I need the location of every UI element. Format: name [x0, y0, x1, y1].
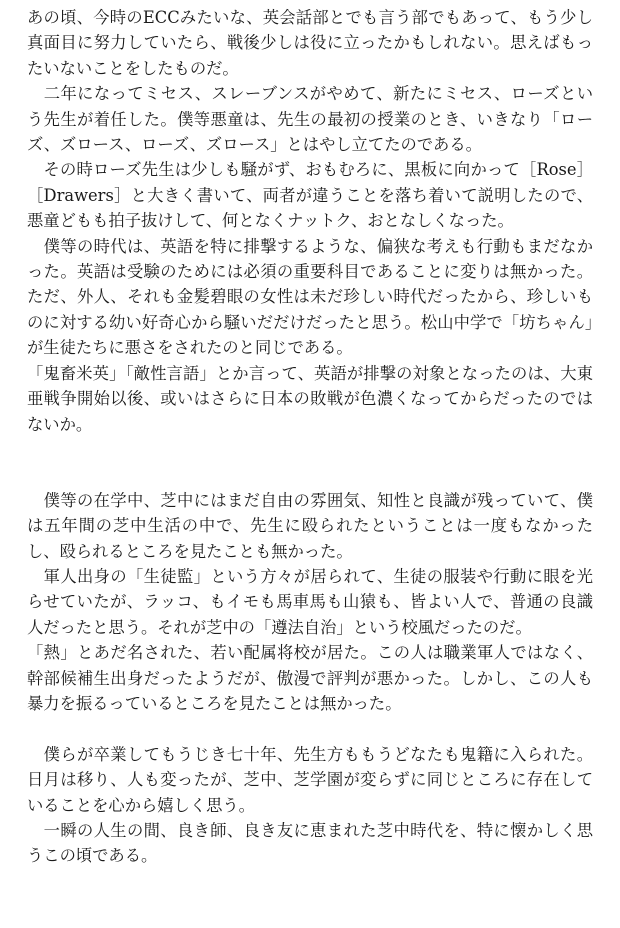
paragraph-ecc-club: あの頃、今時のECCみたいな、英会話部とでも言う部でもあって、もう少し真面目に努力していたら、戦後少しは役に立ったかもしれない。思えばもったいないことをしたものだ。 [27, 8, 593, 78]
paragraph-seventy-years: 僕らが卒業してもうじき七十年、先生方ももうどなたも鬼籍に入られた。日月は移り、人も変ったが、芝中、芝学園が変らずに同じところに存在していることを心から嬉しく思う。 [27, 744, 593, 815]
essay-page [27, 5, 593, 869]
section-break [27, 716, 593, 741]
paragraph-mrs-rose: 二年になってミセス、スレーブンスがやめて、新たにミセス、ローズという先生が着任した。僕等悪童は、先生の最初の授業のとき、いきなり「ローズ、ズロース、ローズ、ズロース」とはやし立てたのである。 [27, 84, 593, 155]
paragraph-english-era: 僕等の時代は、英語を特に排撃するような、偏狭な考えも行動もまだなかった。英語は受験のためには必須の重要科目であることに変りは無かった。ただ、外人、それも金髪碧眼の女性は未だ珍しい時代だったから、珍しいものに対する幼い好奇心から騒いだだけだったと思う。松山中学で「坊ちゃん」が生徒たちに悪さをされたのと同じである。 [27, 236, 593, 358]
paragraph-enemy-language: 「鬼畜米英」「敵性言語」とか言って、英語が排撃の対象となったのは、大東亜戦争開始以後、或いはさらに日本の敗戦が色濃くなってからだったのではないか。 [27, 363, 593, 434]
paragraph-attached-officer: 「熱」とあだ名された、若い配属将校が居た。この人は職業軍人ではなく、幹部候補生出身だったようだが、傲漫で評判が悪かった。しかし、この人も暴力を振るっているところを見たことは無かった。 [27, 643, 593, 713]
paragraph-closing: 一瞬の人生の間、良き師、良き友に恵まれた芝中時代を、特に懐かしく思うこの頃である。 [27, 820, 593, 866]
section-break [27, 437, 593, 462]
paragraph-free-atmosphere: 僕等の在学中、芝中にはまだ自由の雰囲気、知性と良識が残っていて、僕は五年間の芝中生活の中で、先生に殴られたということは一度もなかったし、殴られるところを見たことも無かった。 [27, 490, 593, 561]
paragraph-student-supervisors: 軍人出身の「生徒監」という方々が居られて、生徒の服装や行動に眼を光らせていたが、ラッコ、もイモも馬車馬も山猿も、皆よい人で、普通の良識人だったと思う。それが芝中の「遵法自治」という校風だったのだ。 [27, 566, 593, 637]
section-break [27, 462, 593, 487]
paragraph-rose-drawers: その時ローズ先生は少しも騒がず、おもむろに、黒板に向かって［Rose］［Drawers］と大きく書いて、両者が違うことを落ち着いて説明したので、悪童どもも拍子抜けして、何となくナットク、おとなしくなった。 [27, 160, 593, 231]
